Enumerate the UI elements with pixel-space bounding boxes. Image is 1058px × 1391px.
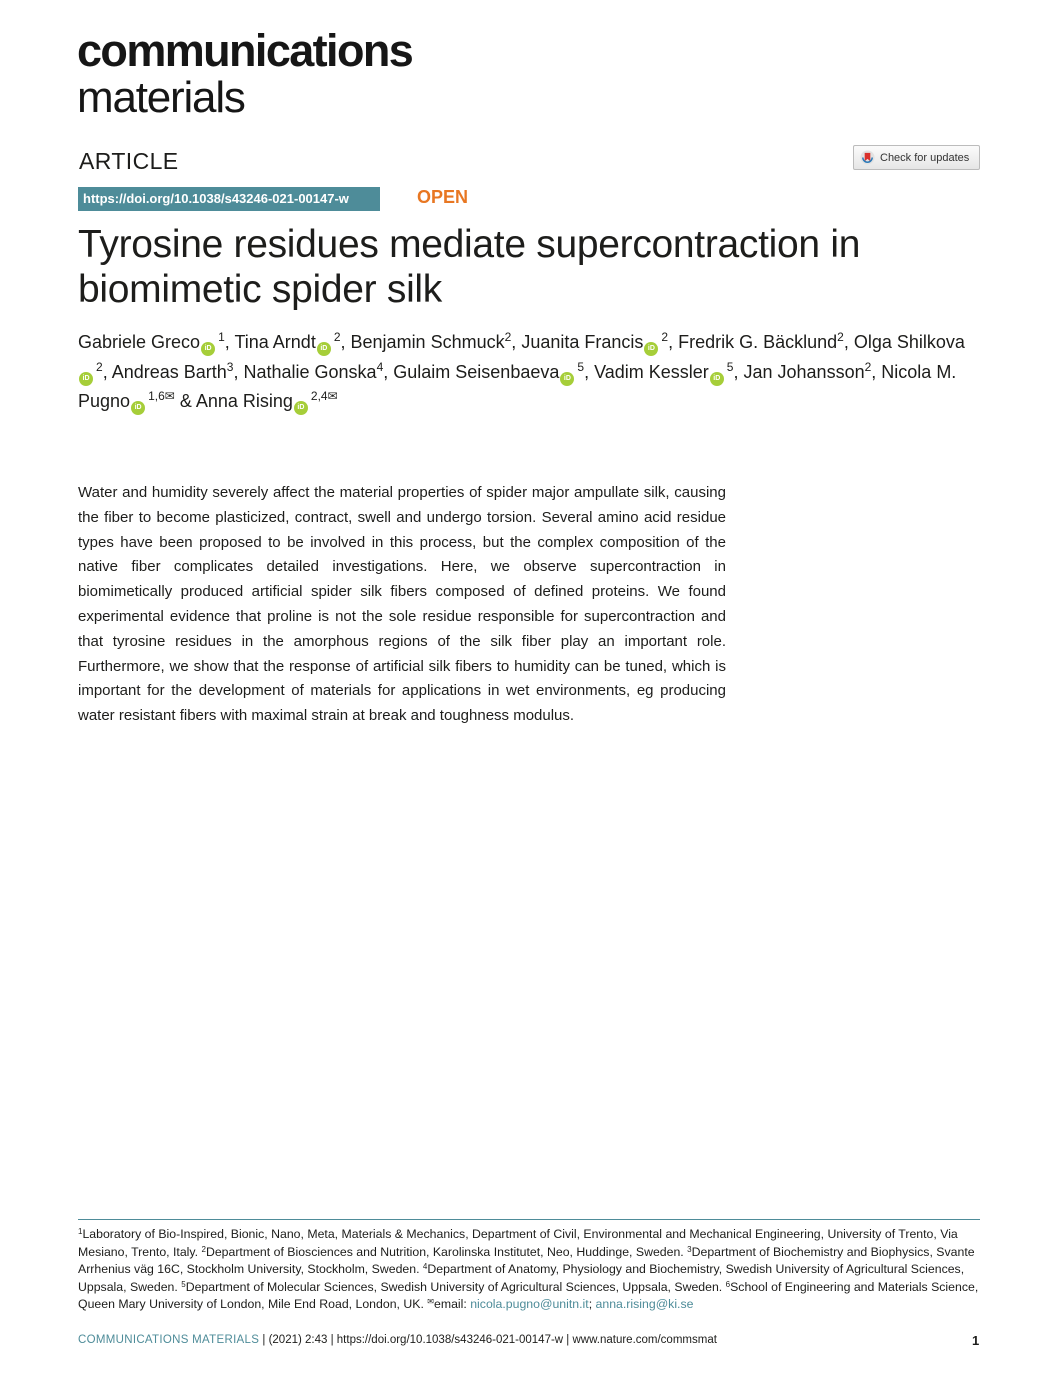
journal-name: communications [77, 25, 413, 76]
orcid-icon[interactable]: iD [644, 342, 658, 356]
author-name[interactable]: Olga Shilkova [853, 332, 965, 352]
author-affiliation-number: 4 [376, 359, 384, 374]
author-separator: & [174, 391, 196, 411]
page-footer [78, 1334, 717, 1346]
author-separator: , [340, 332, 351, 352]
author-affiliation-number: 2 [837, 330, 844, 344]
author-separator: , [511, 332, 522, 352]
affiliation-number: 2 [201, 1244, 206, 1254]
author-affiliation-number: 2 [504, 330, 512, 344]
open-access-badge: OPEN [417, 187, 469, 207]
orcid-icon[interactable]: iD [79, 372, 93, 386]
footer-citation[interactable]: | (2021) 2:43 | https://doi.org/10.1038/s43246-021-00147-w | www.nature.com/commsmat [259, 1334, 717, 1346]
check-for-updates-button[interactable] [853, 145, 980, 170]
author-affiliation-number: 2 [333, 330, 341, 344]
author-name[interactable]: Benjamin Schmuck [350, 332, 505, 352]
email-icon[interactable]: ✉ [164, 389, 175, 403]
author-name[interactable]: Nicola M. Pugno [78, 361, 957, 411]
author-separator: , [102, 361, 112, 382]
orcid-icon[interactable]: iD [294, 401, 308, 415]
abstract: Water and humidity severely affect the material properties of spider major ampullate silk, causing the fiber to become plasticized, contract, swell and undergo torsion. Several amino acid residue types have been proposed to be involved in this process, but the complex composition of the native fiber complicates detailed investigations. Here, we observe supercontraction in biomimetically produced artificial spider silk fibers composed of defined proteins. We found experimental evidence that proline is not the sole residue responsible for supercontraction and that tyrosine residues in the amorphous regions of the silk fiber play an important role. Furthermore, we show that the response of artificial silk fibers to humidity can be tuned, which is important for the development of materials for applications in wet environments, eg producing water resistant fibers with maximal strain at break and toughness modulus. [78, 484, 726, 725]
email-icon[interactable]: ✉ [327, 389, 338, 403]
author-list [78, 328, 978, 417]
affiliation-number: 6 [725, 1279, 731, 1289]
orcid-icon[interactable]: iD [560, 372, 574, 386]
author-name[interactable]: Fredrik G. Bäcklund [678, 332, 838, 352]
doi-link[interactable]: https://doi.org/10.1038/s43246-021-00147-w [78, 187, 380, 211]
orcid-icon[interactable]: iD [710, 372, 724, 386]
author-name[interactable]: Gulaim Seisenbaeva [393, 361, 560, 382]
email-label: email: [434, 1297, 471, 1312]
author-separator: , [843, 332, 854, 352]
orcid-icon[interactable]: iD [131, 401, 145, 415]
footer-journal: COMMUNICATIONS MATERIALS [78, 1334, 260, 1346]
page-number: 1 [972, 1333, 980, 1348]
author-separator: , [668, 332, 679, 352]
crossmark-icon [860, 150, 875, 165]
author-affiliation-number: 2,4 [310, 389, 328, 403]
email-link-pugno[interactable]: nicola.pugno@unitn.it [470, 1297, 589, 1312]
author-affiliation-number: 2 [96, 359, 103, 374]
author-separator: , [233, 361, 244, 382]
author-separator: , [224, 332, 235, 352]
affiliation-text: Department of Molecular Sciences, Swedish University of Agricultural Sciences, Uppsala, Sweden. [185, 1279, 726, 1294]
author-separator: , [733, 361, 744, 382]
affiliation-text: Department of Biochemistry and Biophysics, Svante Arrhenius väg 16C, Stockholm University, Stockholm, Sweden. [78, 1244, 975, 1277]
author-name[interactable]: Juanita Francis [521, 332, 644, 352]
author-name[interactable]: Tina Arndt [234, 332, 316, 352]
author-affiliation-number: 5 [726, 359, 734, 374]
article-title: Tyrosine residues mediate supercontraction in biomimetic spider silk [78, 223, 861, 311]
affiliation-text: School of Engineering and Materials Science, Queen Mary University of London, Mile End Road, London, UK. [78, 1279, 979, 1312]
email-icon: ✉ [427, 1297, 434, 1307]
orcid-icon[interactable]: iD [201, 342, 215, 356]
article-type-label: ARTICLE [79, 148, 179, 174]
affiliation-number: 5 [181, 1279, 186, 1289]
author-separator: , [871, 361, 882, 382]
author-name[interactable]: Gabriele Greco [78, 332, 201, 352]
author-affiliation-number: 2 [661, 330, 669, 344]
author-affiliation-number: 1 [218, 330, 225, 344]
affiliations [78, 1226, 983, 1314]
check-for-updates-label: Check for updates [880, 151, 970, 164]
journal-subname: materials [77, 73, 245, 122]
author-name[interactable]: Anna Rising [195, 391, 293, 411]
author-separator: , [383, 361, 394, 382]
author-name[interactable]: Jan Johansson [743, 361, 865, 382]
author-separator: , [584, 361, 595, 382]
orcid-icon[interactable]: iD [317, 342, 331, 356]
email-link-rising[interactable]: anna.rising@ki.se [595, 1297, 694, 1312]
email-separator: ; [588, 1297, 596, 1312]
affiliation-text: Department of Biosciences and Nutrition, Karolinska Institutet, Neo, Huddinge, Sweden. [205, 1244, 688, 1259]
affiliation-divider [78, 1219, 980, 1220]
affiliation-number: 1 [78, 1227, 83, 1236]
author-affiliation-number: 1,6 [148, 389, 165, 403]
affiliation-text: Laboratory of Bio-Inspired, Bionic, Nano, Meta, Materials & Mechanics, Department of Civil, Environmental and Mechanical Engineering, University of Trento, Via Mesiano, Trento, Italy. [78, 1227, 958, 1259]
author-name[interactable]: Nathalie Gonska [243, 361, 377, 382]
author-name[interactable]: Andreas Barth [111, 361, 227, 382]
author-affiliation-number: 5 [577, 359, 585, 374]
affiliation-text: Department of Anatomy, Physiology and Biochemistry, Swedish University of Agricultural Sciences, Uppsala, Sweden. [78, 1262, 965, 1294]
affiliation-number: 3 [687, 1244, 692, 1254]
author-affiliation-number: 3 [226, 359, 234, 374]
author-name[interactable]: Vadim Kessler [594, 361, 709, 382]
author-affiliation-number: 2 [864, 359, 872, 374]
affiliation-number: 4 [422, 1262, 428, 1272]
